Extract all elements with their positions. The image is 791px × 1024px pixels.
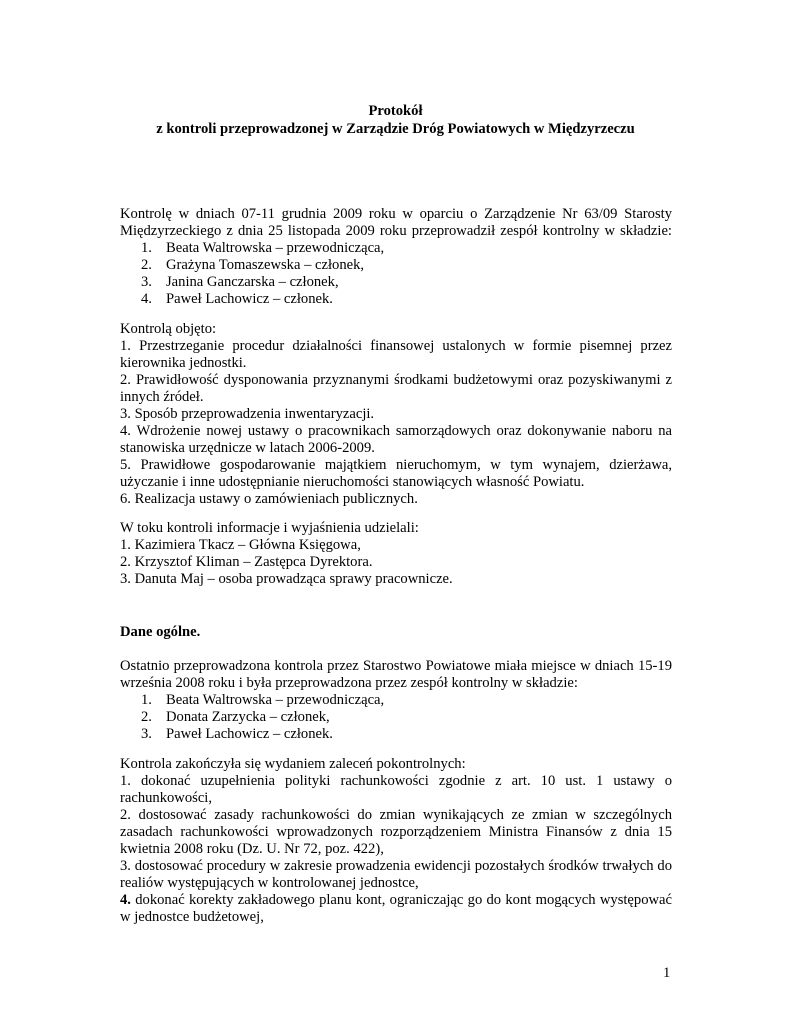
section-heading: Kontrolą objęto: bbox=[120, 321, 217, 337]
recommendation-line: realiów występujących w kontrolowanej jednostce, bbox=[120, 875, 419, 891]
recommendation-line: zasadach rachunkowości wprowadzonych rozporządzeniem Ministra Finansów z dnia 15 bbox=[120, 824, 672, 840]
recommendation-line bbox=[120, 892, 672, 909]
document-subtitle: z kontroli przeprowadzonej w Zarządzie Dróg Powiatowych w Międzyrzeczu bbox=[156, 121, 635, 137]
list-item: 1. Beata Waltrowska – przewodnicząca, bbox=[141, 240, 385, 256]
intro-team-list bbox=[141, 240, 384, 308]
intro-paragraph bbox=[120, 206, 672, 240]
scope-line: 2. Prawidłowość dysponowania przyznanymi środkami budżetowymi oraz pozyskiwanymi z bbox=[120, 372, 672, 388]
scope-section bbox=[120, 321, 672, 508]
recommendation-line: rachunkowości, bbox=[120, 790, 212, 806]
recommendation-line: w jednostce budżetowej, bbox=[120, 909, 264, 925]
section-heading: W toku kontroli informacje i wyjaśnienia udzielali: bbox=[120, 520, 419, 536]
section-heading: Kontrola zakończyła się wydaniem zaleceń pokontrolnych: bbox=[120, 756, 466, 772]
scope-line: 3. Sposób przeprowadzenia inwentaryzacji. bbox=[120, 406, 375, 422]
recommendation-line: kwietnia 2008 roku (Dz. U. Nr 72, poz. 422), bbox=[120, 841, 384, 857]
recommendations-section bbox=[120, 756, 672, 926]
scope-line: 4. Wdrożenie nowej ustawy o pracownikach samorządowych oraz dokonywanie naboru na bbox=[120, 423, 672, 439]
list-item: 2. Donata Zarzycka – członek, bbox=[141, 709, 330, 725]
scope-line: 6. Realizacja ustawy o zamówieniach publicznych. bbox=[120, 491, 418, 507]
scope-line: użyczanie i inne udostępnianie nieruchomości stanowiących własność Powiatu. bbox=[120, 474, 585, 490]
list-item: 4. Paweł Lachowicz – członek. bbox=[141, 291, 333, 307]
intro-line: Międzyrzeckiego z dnia 25 listopada 2009 roku przeprowadził zespół kontrolny w składzie: bbox=[120, 223, 672, 239]
list-item: 1. Beata Waltrowska – przewodnicząca, bbox=[141, 692, 385, 708]
list-item: 3. Danuta Maj – osoba prowadząca sprawy pracownicze. bbox=[120, 571, 453, 587]
list-item: 2. Krzysztof Kliman – Zastępca Dyrektora. bbox=[120, 554, 373, 570]
recommendation-line: 1. dokonać uzupełnienia polityki rachunkowości zgodnie z art. 10 ust. 1 ustawy o bbox=[120, 773, 672, 789]
intro-line: Kontrolę w dniach 07-11 grudnia 2009 roku w oparciu o Zarządzenie Nr 63/09 Starosty bbox=[120, 206, 672, 222]
recommendation-line: 2. dostosować zasady rachunkowości do zmian wynikających ze zmian w szczególnych bbox=[120, 807, 672, 823]
page-number: 1 bbox=[663, 965, 671, 981]
recommendation-number: 4. bbox=[120, 892, 131, 908]
list-item: 3. Paweł Lachowicz – członek. bbox=[141, 726, 333, 742]
recommendation-line: 3. dostosować procedury w zakresie prowadzenia ewidencji pozostałych środków trwałych do bbox=[120, 858, 672, 874]
scope-line: 1. Przestrzeganie procedur działalności finansowej ustalonych w formie pisemnej przez bbox=[120, 338, 672, 354]
general-heading: Dane ogólne. bbox=[120, 624, 201, 640]
general-team-list bbox=[141, 692, 384, 743]
general-paragraph bbox=[120, 658, 672, 692]
scope-line: kierownika jednostki. bbox=[120, 355, 247, 371]
general-line: września 2008 roku i była przeprowadzona przez zespół kontrolny w składzie: bbox=[120, 675, 578, 691]
scope-line: stanowiska urzędnicze w latach 2006-2009. bbox=[120, 440, 375, 456]
info-section bbox=[120, 520, 672, 588]
scope-line: innych źródeł. bbox=[120, 389, 204, 405]
recommendation-text: dokonać korekty zakładowego planu kont, ograniczając go do kont mogących występować bbox=[130, 892, 672, 908]
scope-line: 5. Prawidłowe gospodarowanie majątkiem nieruchomym, w tym wynajem, dzierżawa, bbox=[120, 457, 672, 473]
document-title: Protokół bbox=[368, 103, 423, 119]
list-item: 3. Janina Ganczarska – członek, bbox=[141, 274, 339, 290]
list-item: 2. Grażyna Tomaszewska – członek, bbox=[141, 257, 365, 273]
general-line: Ostatnio przeprowadzona kontrola przez Starostwo Powiatowe miała miejsce w dniach 15-19 bbox=[120, 658, 672, 674]
list-item: 1. Kazimiera Tkacz – Główna Księgowa, bbox=[120, 537, 361, 553]
